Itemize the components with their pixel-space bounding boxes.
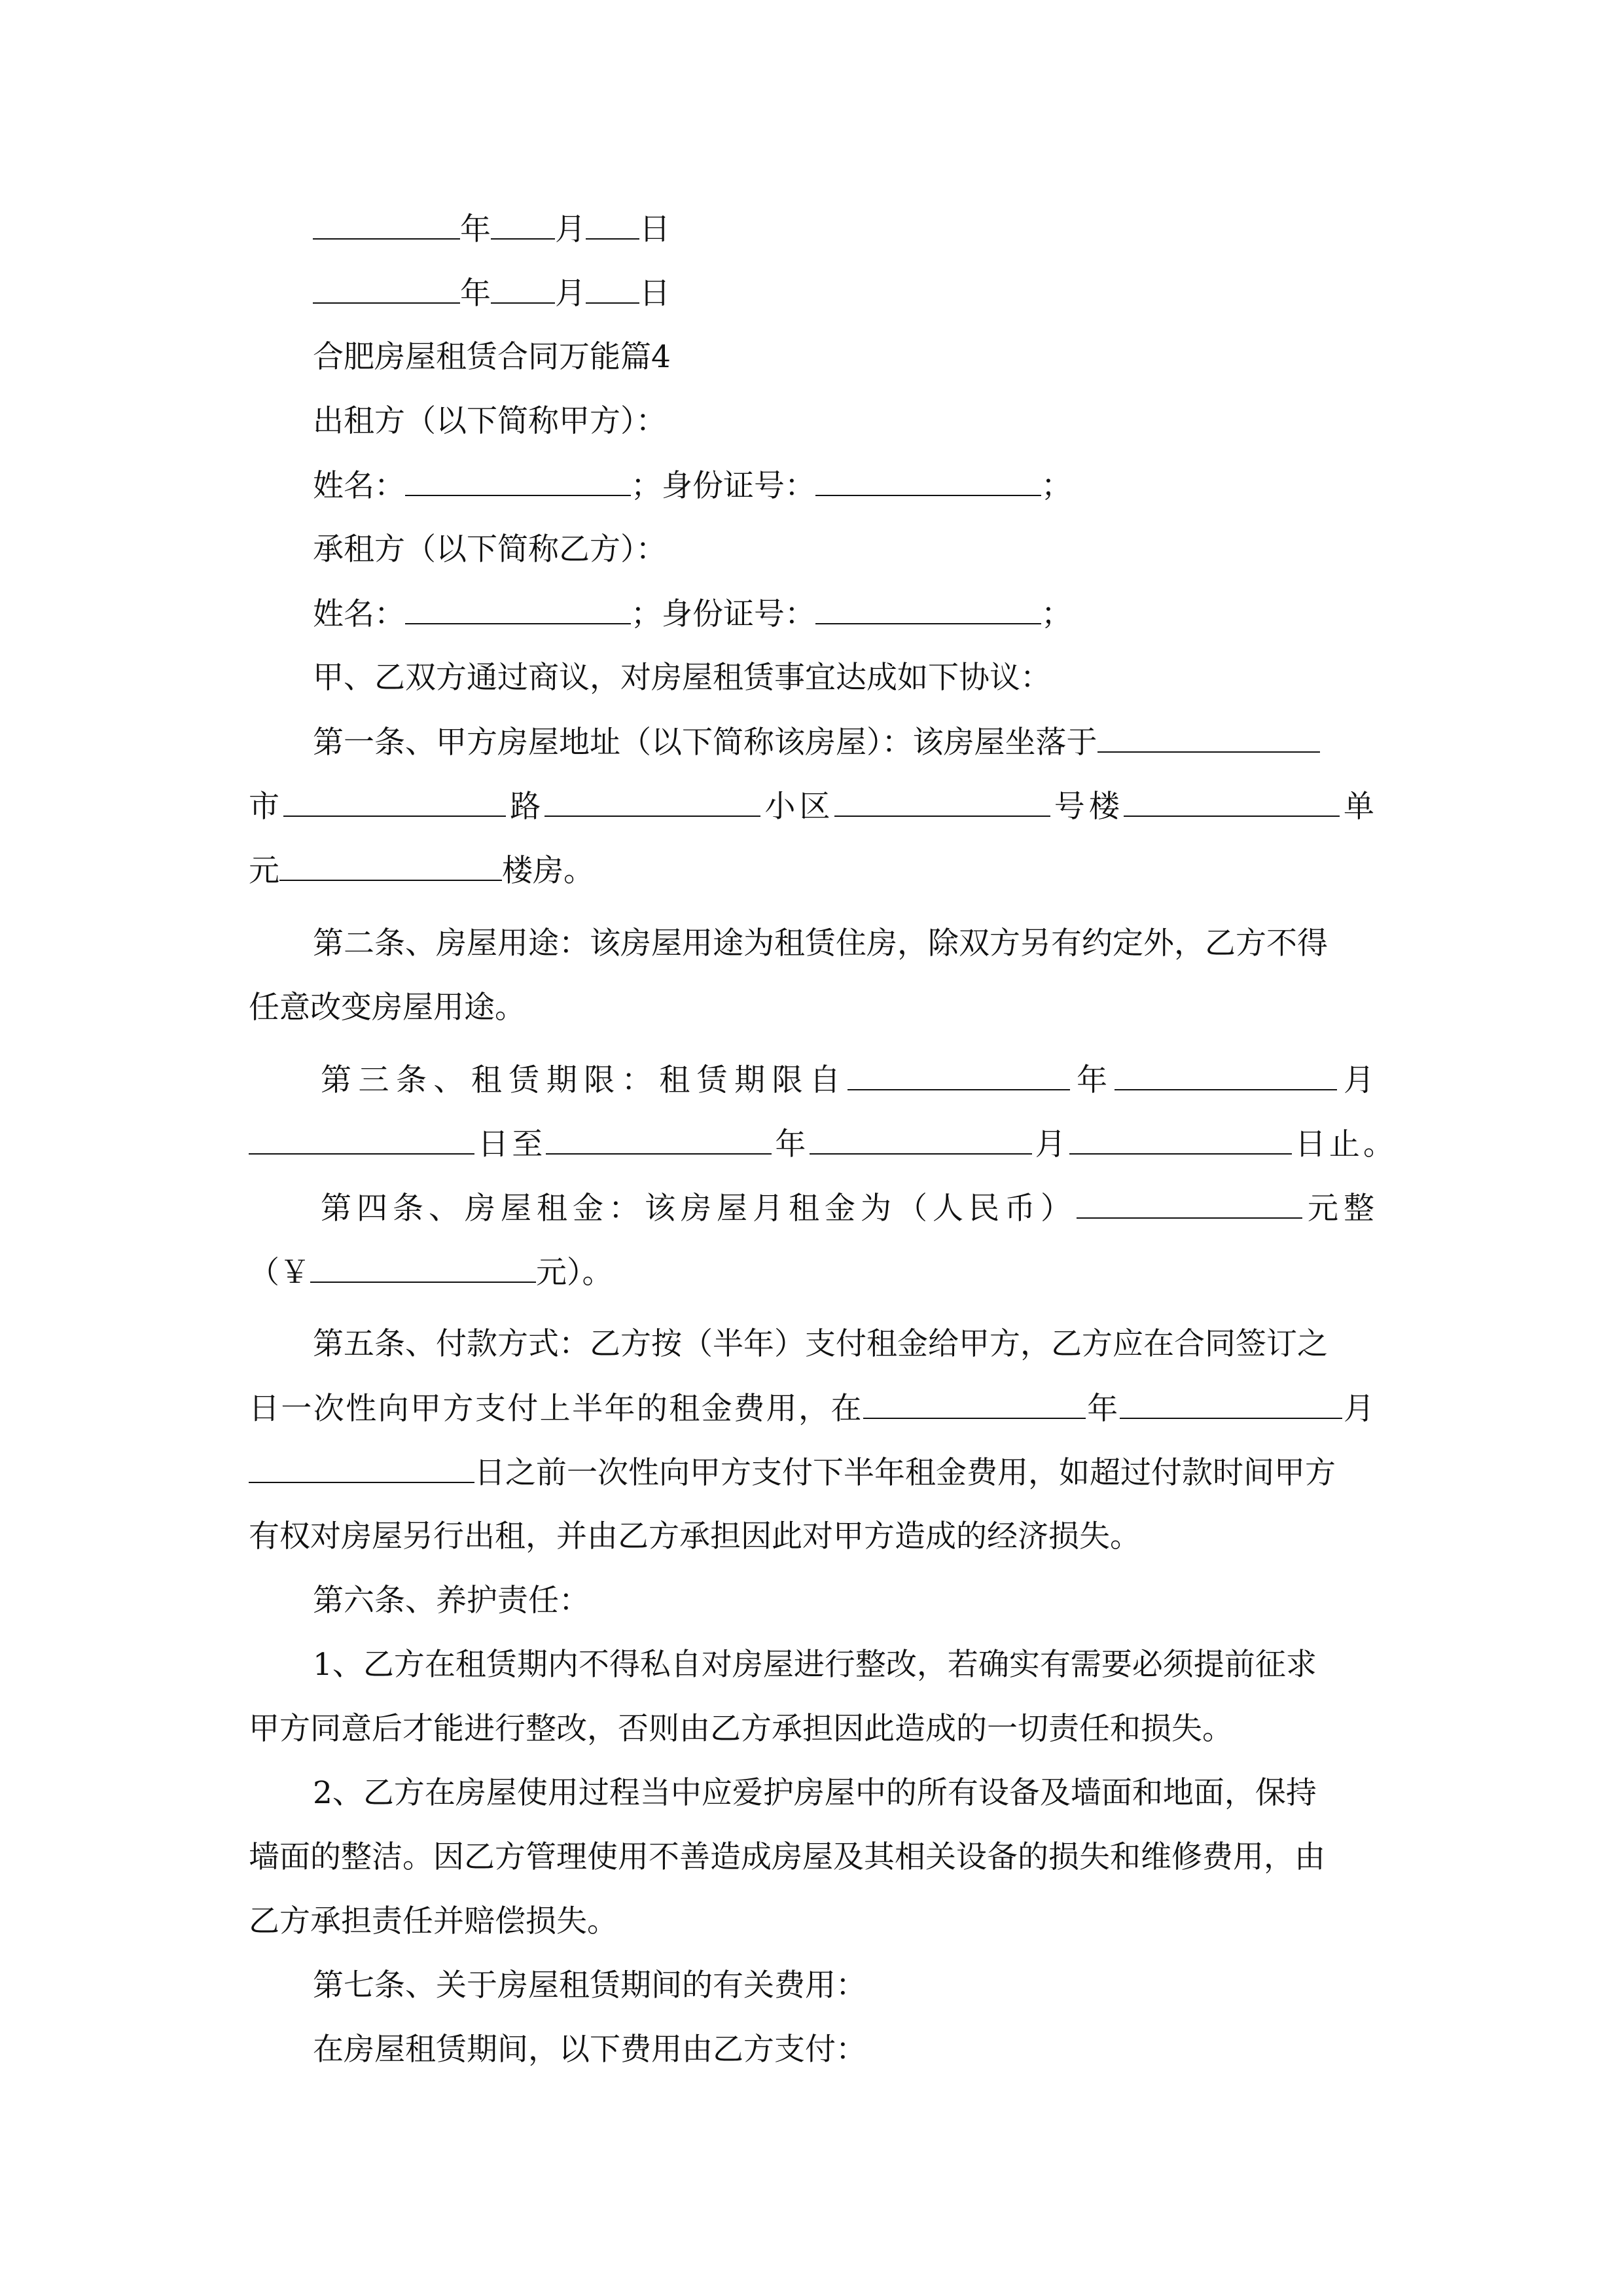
payment-year-field[interactable] — [863, 1389, 1086, 1419]
section-title: 合肥房屋租赁合同万能篇4 — [313, 339, 671, 375]
end-day-field[interactable] — [1069, 1124, 1292, 1155]
rent-number-field[interactable] — [310, 1253, 536, 1283]
blank[interactable] — [313, 274, 460, 304]
article-5-line-2: 日一次性向甲方支付上半年的租金费用，在 年 月 — [249, 1389, 1374, 1429]
blank[interactable] — [491, 274, 555, 304]
article-7-heading: 第七条、关于房屋租赁期间的有关费用： — [313, 1967, 866, 2003]
start-day-field[interactable] — [249, 1124, 474, 1155]
article-5-line-3: 日之前一次性向甲方支付下半年租金费用，如超过付款时间甲方 — [249, 1453, 1374, 1493]
article-6-item-2-line-3: 乙方承担责任并赔偿损失。 — [249, 1903, 618, 1939]
start-month-field[interactable] — [1115, 1060, 1337, 1090]
article-6-item-1-line-2: 甲方同意后才能进行整改，否则由乙方承担因此造成的一切责任和损失。 — [249, 1711, 1233, 1747]
article-4-line-2: （￥ 元）。 — [249, 1253, 1374, 1293]
article-1-line-2: 市 路 小区 号楼 单 — [249, 787, 1374, 827]
payment-day-field[interactable] — [249, 1453, 474, 1483]
article-1-line-1: 第一条、甲方房屋地址（以下简称该房屋）：该房屋坐落于 — [313, 723, 1374, 762]
article-5-line-4: 有权对房屋另行出租，并由乙方承担因此对甲方造成的经济损失。 — [249, 1518, 1141, 1554]
lessee-name-line: 姓名： ；身份证号： ； — [313, 594, 1374, 634]
article-3-line-2: 日至 年 月 日止。 — [249, 1124, 1394, 1164]
article-2-line-2: 任意改变房屋用途。 — [249, 990, 526, 1026]
article-1-line-3: 元 楼房。 — [249, 851, 1374, 891]
lessor-name-field[interactable] — [405, 466, 631, 496]
date-line-1: 年 月 日 — [313, 209, 1374, 249]
article-4-line-1: 第四条、房屋租金：该房屋月租金为（人民币） 元整 — [321, 1189, 1374, 1229]
city-field[interactable] — [283, 787, 506, 817]
article-6-item-1-line-1: 1、乙方在租赁期内不得私自对房屋进行整改，若确实有需要必须提前征求 — [313, 1647, 1317, 1683]
blank[interactable] — [313, 209, 460, 240]
blank[interactable] — [586, 274, 639, 304]
article-7-line-1: 在房屋租赁期间，以下费用由乙方支付： — [313, 2032, 866, 2068]
intro-paragraph: 甲、乙双方通过商议，对房屋租赁事宜达成如下协议： — [313, 660, 1051, 696]
unit-field[interactable] — [279, 851, 502, 881]
end-month-field[interactable] — [810, 1124, 1032, 1155]
lessor-name-line: 姓名： ；身份证号： ； — [313, 466, 1374, 506]
article-3-line-1: 第三条、租赁期限：租赁期限自 年 月 — [321, 1060, 1374, 1100]
article-6-item-2-line-1: 2、乙方在房屋使用过程当中应爱护房屋中的所有设备及墙面和地面，保持 — [313, 1775, 1317, 1811]
date-line-2: 年 月 日 — [313, 274, 1374, 314]
lessee-id-field[interactable] — [815, 594, 1041, 624]
blank[interactable] — [586, 209, 639, 240]
address-field[interactable] — [1097, 723, 1320, 753]
article-6-heading: 第六条、养护责任： — [313, 1583, 590, 1619]
rent-amount-field[interactable] — [1077, 1189, 1302, 1219]
lessor-id-field[interactable] — [815, 466, 1041, 496]
community-field[interactable] — [834, 787, 1050, 817]
lessee-heading: 承租方（以下简称乙方）： — [313, 531, 667, 567]
blank[interactable] — [491, 209, 555, 240]
payment-month-field[interactable] — [1120, 1389, 1342, 1419]
article-5-line-1: 第五条、付款方式：乙方按（半年）支付租金给甲方，乙方应在合同签订之 — [313, 1326, 1328, 1362]
lessee-name-field[interactable] — [405, 594, 631, 624]
article-6-item-2-line-2: 墙面的整洁。因乙方管理使用不善造成房屋及其相关设备的损失和维修费用，由 — [249, 1839, 1325, 1875]
road-field[interactable] — [544, 787, 760, 817]
building-field[interactable] — [1124, 787, 1340, 817]
start-year-field[interactable] — [847, 1060, 1070, 1090]
article-2-line-1: 第二条、房屋用途：该房屋用途为租赁住房，除双方另有约定外，乙方不得 — [313, 925, 1328, 961]
lessor-heading: 出租方（以下简称甲方）： — [313, 403, 667, 439]
end-year-field[interactable] — [546, 1124, 772, 1155]
